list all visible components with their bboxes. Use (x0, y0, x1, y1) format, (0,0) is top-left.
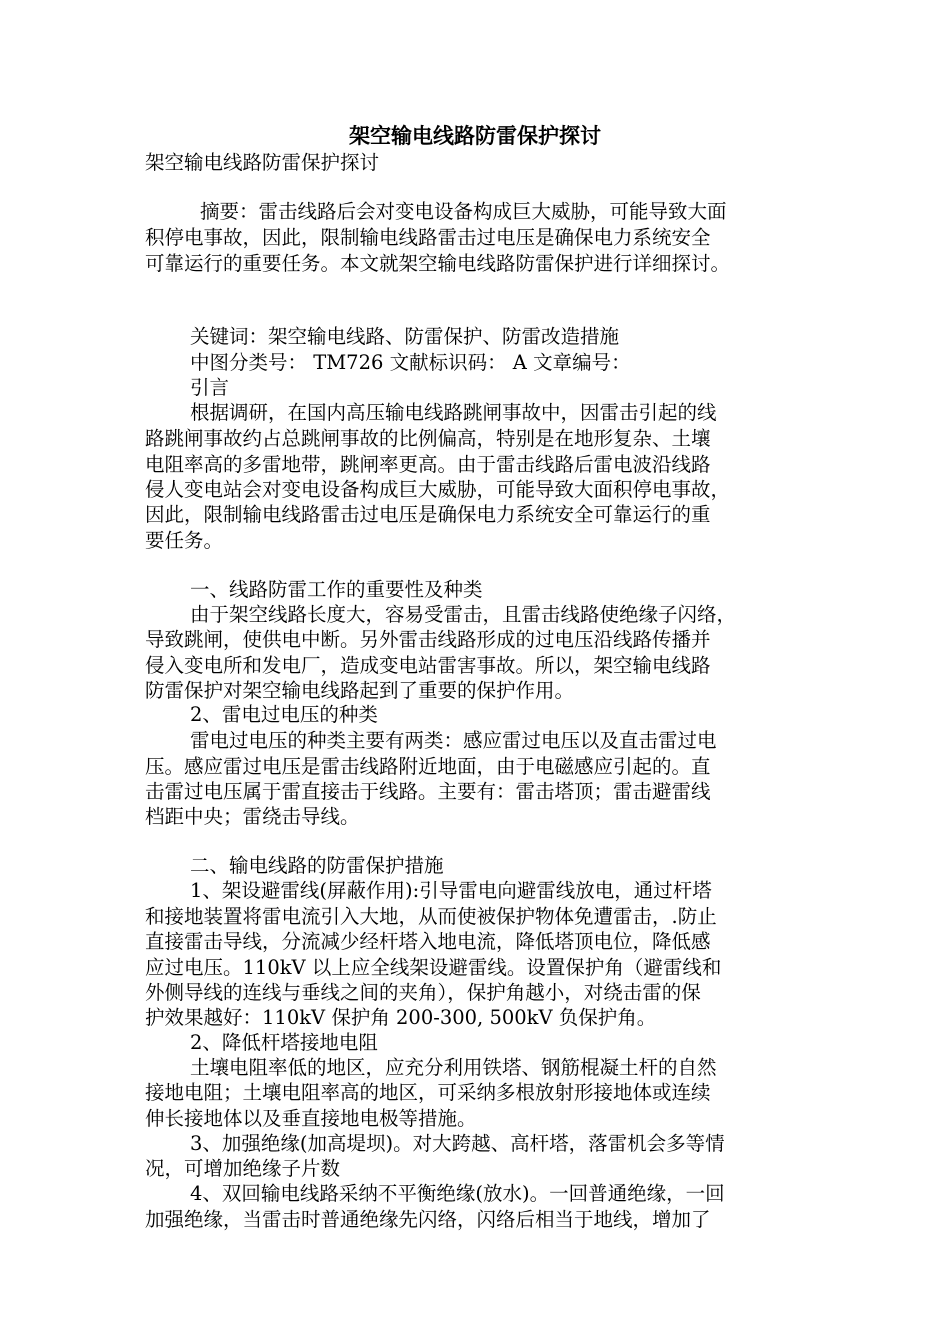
paragraph-line: 加强绝缘，当雷击时普通绝缘先闪络，闪络后相当于地线，增加了 (145, 1208, 711, 1231)
abstract-line: 可靠运行的重要任务。本文就架空输电线路防雷保护进行详细探讨。 (145, 252, 731, 275)
paragraph-line: 根据调研，在国内高压输电线路跳闸事故中，因雷击引起的线 (190, 401, 717, 424)
paragraph-line: 1、架设避雷线(屏蔽作用):引导雷电向避雷线放电，通过杆塔 (190, 879, 712, 902)
paragraph-line: 3、加强绝缘(加高堤坝)。对大跨越、高杆塔，落雷机会多等情 (190, 1132, 725, 1155)
classification-line: 中图分类号： TM726 文献标识码： A 文章编号： (190, 351, 631, 374)
paragraph-line: 伸长接地体以及垂直接地电极等措施。 (145, 1107, 477, 1130)
keywords-line: 关键词：架空输电线路、防雷保护、防雷改造措施 (190, 325, 620, 348)
paragraph-line: 击雷过电压属于雷直接击于线路。主要有：雷击塔顶；雷击避雷线 (145, 780, 711, 803)
paragraph-line: 应过电压。110kV 以上应全线架设避雷线。设置保护角（避雷线和 (145, 956, 722, 979)
section-heading: 引言 (190, 376, 230, 399)
paragraph-line: 因此，限制输电线路雷击过电压是确保电力系统安全可靠运行的重 (145, 503, 711, 526)
section-heading: 一、线路防雷工作的重要性及种类 (190, 578, 483, 601)
paragraph-line: 外侧导线的连线与垂线之间的夹角），保护角越小，对绕击雷的保 (145, 981, 701, 1004)
paragraph-line: 直接雷击导线，分流减少经杆塔入地电流，降低塔顶电位，降低感 (145, 930, 711, 953)
paragraph-line: 4、双回输电线路采纳不平衡绝缘(放水)。一回普通绝缘，一回 (190, 1182, 725, 1205)
paragraph-line: 侵入变电所和发电厂，造成变电站雷害事故。所以，架空输电线路 (145, 654, 711, 677)
subsection-heading: 2、降低杆塔接地电阻 (190, 1031, 378, 1054)
paragraph-line: 土壤电阻率低的地区，应充分利用铁塔、钢筋棍凝土杆的自然 (190, 1056, 717, 1079)
paragraph-line: 防雷保护对架空输电线路起到了重要的保护作用。 (145, 679, 575, 702)
paragraph-line: 压。感应雷过电压是雷击线路附近地面，由于电磁感应引起的。直 (145, 755, 711, 778)
paragraph-line: 要任务。 (145, 529, 224, 552)
paragraph-line: 和接地装置将雷电流引入大地，从而使被保护物体免遭雷击，.防止 (145, 905, 717, 928)
paragraph-line: 护效果越好：110kV 保护角 200-300, 500kV 负保护角。 (145, 1006, 657, 1029)
paragraph-line: 由于架空线路长度大，容易受雷击，且雷击线路使绝缘子闪络， (190, 603, 737, 626)
subsection-heading: 2、雷电过电压的种类 (190, 703, 378, 726)
section-heading: 二、输电线路的防雷保护措施 (190, 854, 444, 877)
paragraph-line: 雷电过电压的种类主要有两类：感应雷过电压以及直击雷过电 (190, 729, 717, 752)
paragraph-line: 接地电阻；土壤电阻率高的地区，可采纳多根放射形接地体或连续 (145, 1081, 711, 1104)
paragraph-line: 电阻率高的多雷地带，跳闸率更高。由于雷击线路后雷电波沿线路 (145, 453, 711, 476)
paragraph-line: 况，可增加绝缘子片数 (145, 1157, 341, 1180)
paragraph-line: 路跳闸事故约占总跳闸事故的比例偏高，特别是在地形复杂、土壤 (145, 427, 711, 450)
paragraph-line: 导致跳闸，使供电中断。另外雷击线路形成的过电压沿线路传播并 (145, 628, 711, 651)
paragraph-line: 档距中央；雷绕击导线。 (145, 805, 360, 828)
document-title: 架空输电线路防雷保护探讨 (349, 123, 601, 148)
subtitle-line: 架空输电线路防雷保护探讨 (145, 151, 380, 174)
abstract-line: 摘要：雷击线路后会对变电设备构成巨大威胁，可能导致大面 (200, 200, 727, 223)
abstract-line: 积停电事故，因此，限制输电线路雷击过电压是确保电力系统安全 (145, 226, 711, 249)
paragraph-line: 侵人变电站会对变电设备构成巨大威胁，可能导致大面积停电事故， (145, 478, 731, 501)
